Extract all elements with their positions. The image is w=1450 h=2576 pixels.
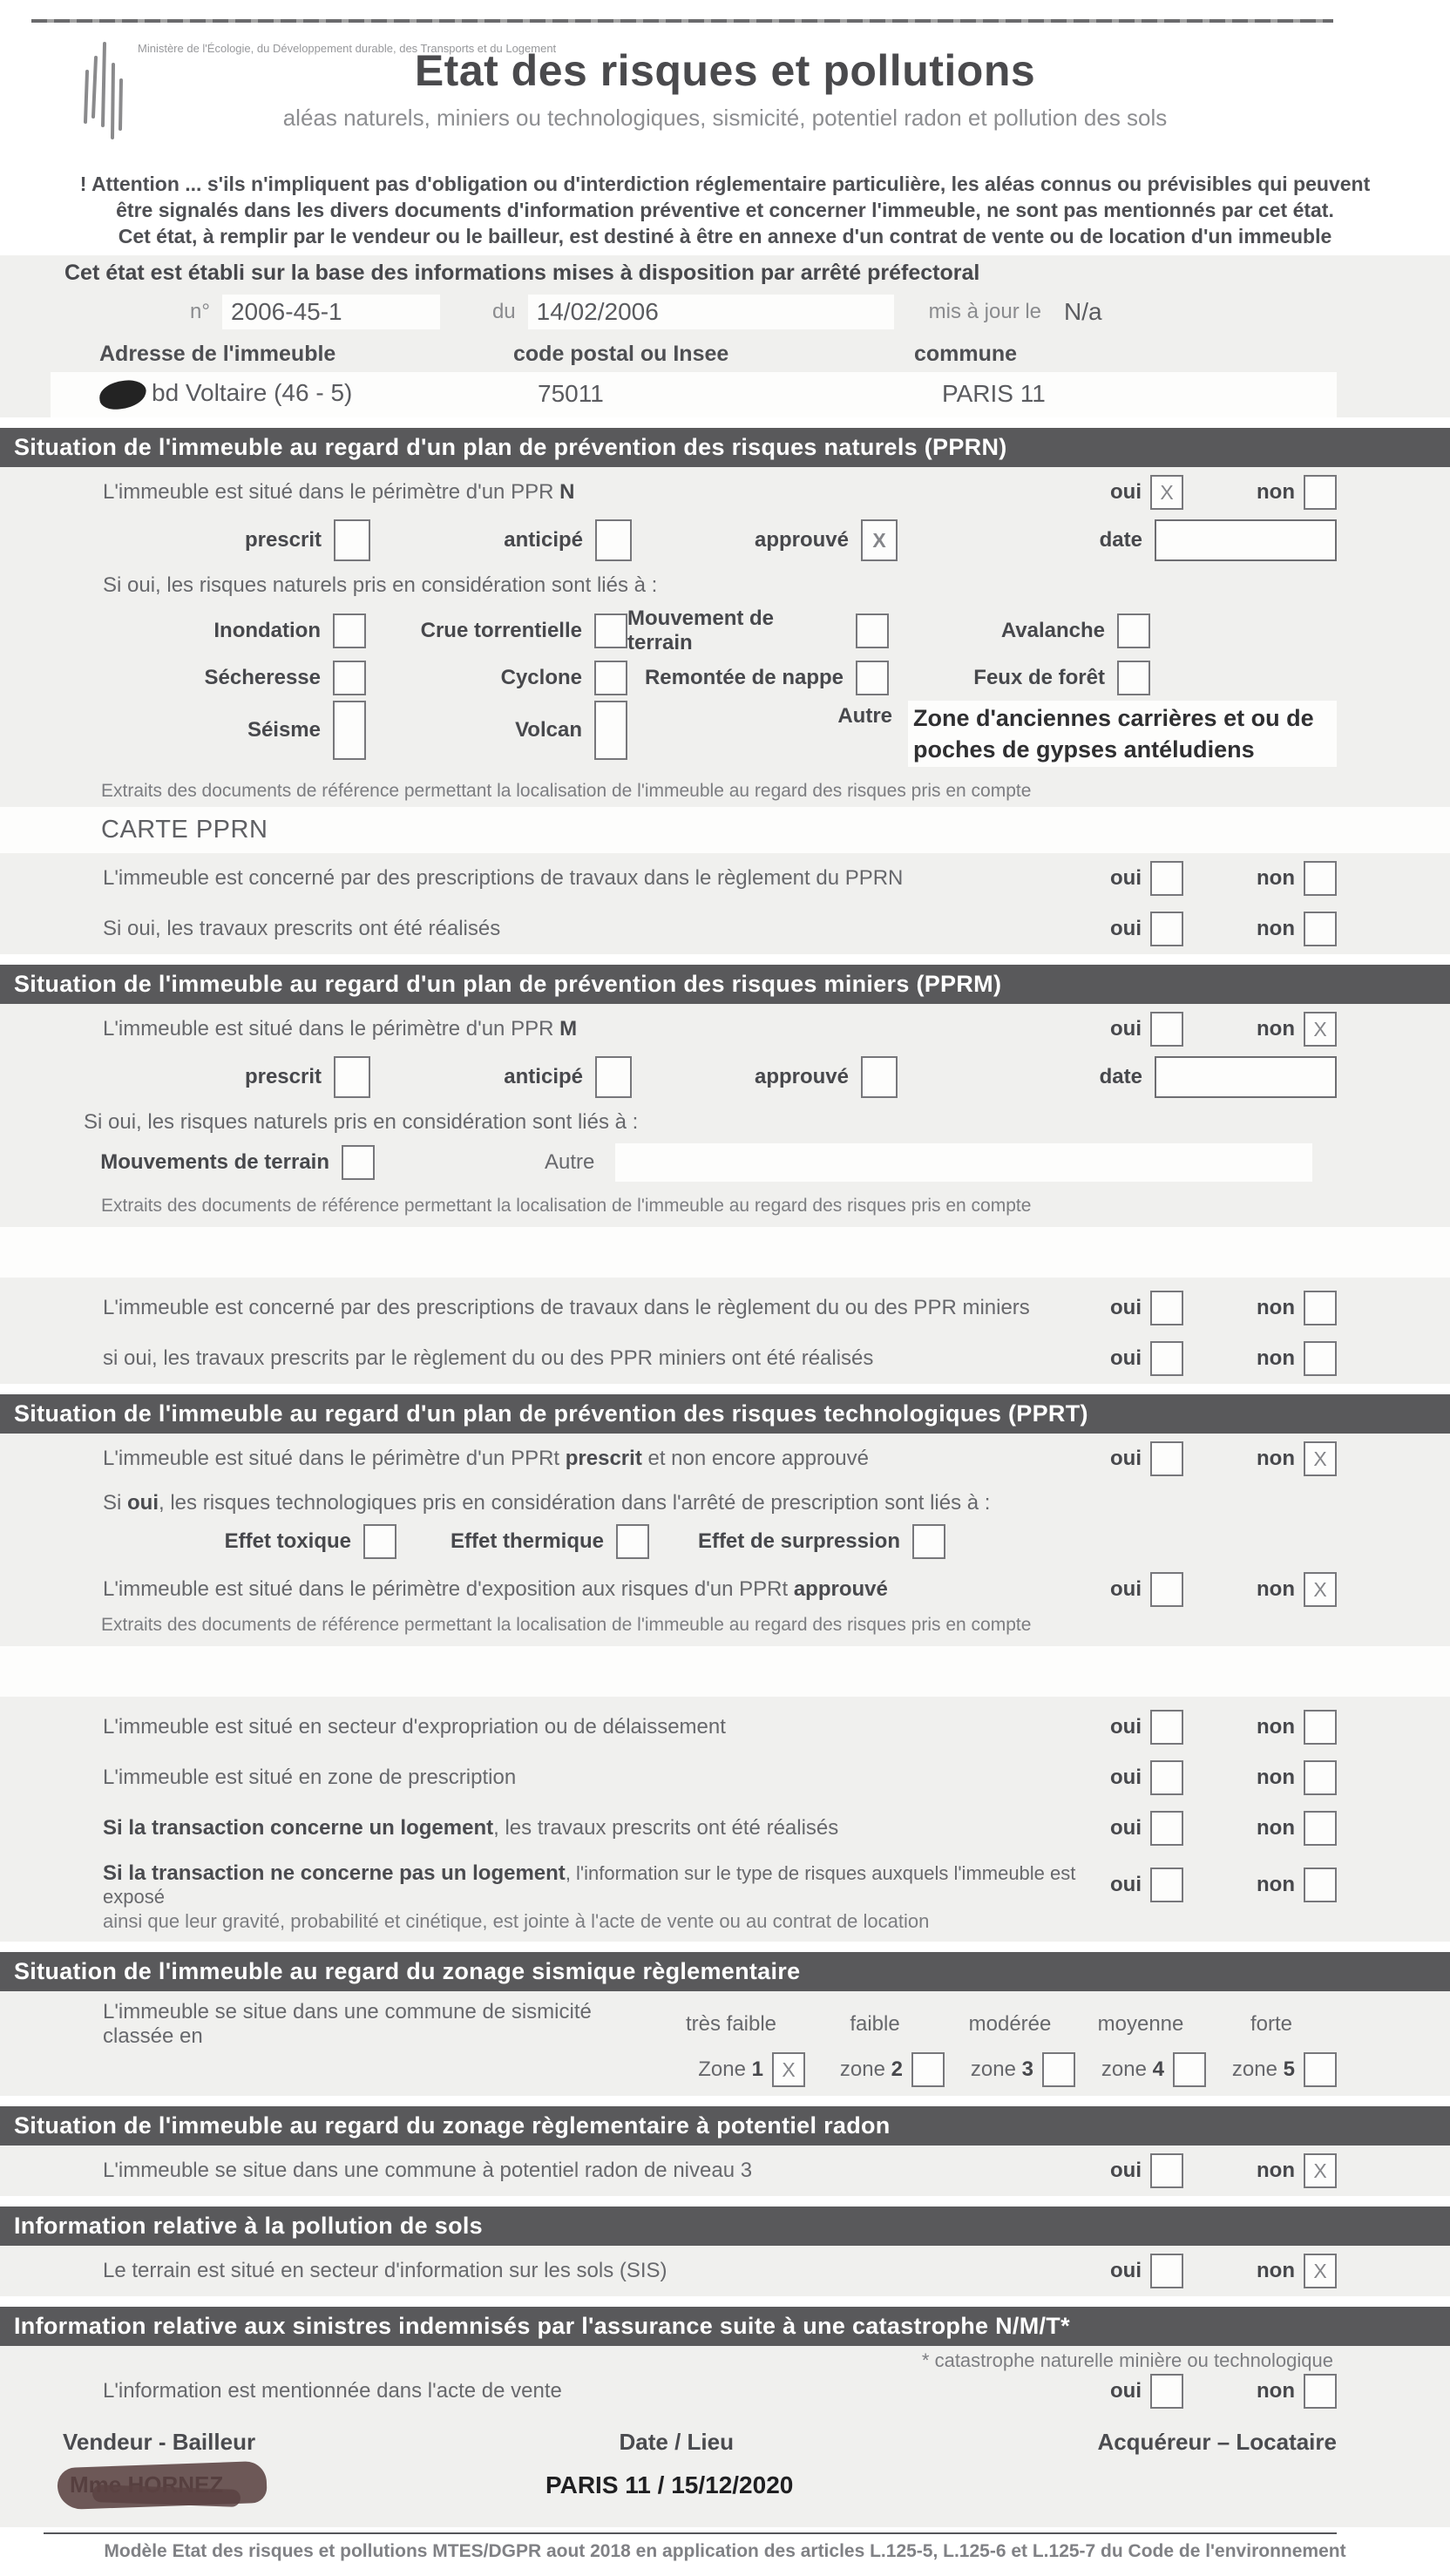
ministry-logo (80, 42, 556, 146)
page-title: Etat des risques et pollutions (414, 46, 1036, 95)
pprt-zone-oui-checkbox[interactable] (1150, 1760, 1183, 1795)
effet-thermique-checkbox[interactable] (616, 1524, 649, 1559)
sis-label: Le terrain est situé en secteur d'information sur les sols (SIS) (103, 2258, 667, 2282)
non-label: non (1257, 1872, 1295, 1896)
risk-cell (366, 661, 627, 695)
sismicite-levels-row (51, 1991, 1337, 2049)
risk-label: Remontée de nappe (644, 665, 844, 689)
pprn-status-row (51, 519, 1337, 561)
pprt-logement-label: Si la transaction concerne un logement, les travaux prescrits ont été réalisés (103, 1815, 839, 1840)
acte-vente-oui-checkbox[interactable] (1150, 2374, 1183, 2409)
pprt-logement-non-checkbox[interactable] (1304, 1811, 1337, 1846)
pprm-perimetre-label: L'immeuble est situé dans le périmètre d'un PPR M (103, 1016, 578, 1041)
mouvements-terrain-label: Mouvements de terrain (100, 1149, 329, 1174)
volcan-checkbox[interactable] (594, 701, 627, 760)
zone-5-cell: zone 5 (1206, 2052, 1337, 2087)
non-label: non (1257, 1576, 1295, 1601)
ref-date-field[interactable]: 14/02/2006 (528, 295, 894, 329)
non-label: non (1257, 1815, 1295, 1840)
pprt-zone-question (51, 1752, 1337, 1803)
pprt-pas-logement-question (51, 1854, 1337, 1910)
pprt-zone-non-checkbox[interactable] (1304, 1760, 1337, 1795)
feux-foret-checkbox[interactable] (1117, 661, 1150, 695)
level-moyenne: moyenne (1097, 2011, 1184, 2036)
pprn-carte-text: CARTE PPRN (101, 815, 268, 844)
ref-du-label: du (491, 300, 516, 323)
pprn-document-area (0, 807, 1450, 853)
pprm-perimetre-oui-checkbox[interactable] (1150, 1012, 1183, 1047)
radon-label: L'immeuble se situe dans une commune à potentiel radon de niveau 3 (103, 2158, 753, 2182)
section-gap (0, 1384, 1450, 1394)
non-label: non (1257, 865, 1295, 890)
pprn-realises-non-checkbox[interactable] (1304, 912, 1337, 946)
pprn-travaux-oui-checkbox[interactable] (1150, 861, 1183, 896)
prefectoral-ref-row (190, 295, 1337, 329)
risk-label: Mouvement de terrain (627, 606, 775, 654)
risk-cell (627, 661, 889, 695)
pprn-travaux-question (51, 853, 1337, 904)
form-header (0, 0, 1450, 159)
risk-label: Crue torrentielle (420, 618, 582, 642)
pprm-perimetre-non-checkbox[interactable]: X (1304, 1012, 1337, 1047)
address-value: bd Voltaire (46 - 5) (99, 379, 513, 409)
acte-vente-label: L'information est mentionnée dans l'acte de vente (103, 2378, 562, 2403)
risk-cell (366, 613, 627, 648)
oui-label: oui (1110, 916, 1142, 940)
oui-label: oui (1110, 2378, 1142, 2403)
pprt-prescrit-non-checkbox[interactable]: X (1304, 1441, 1337, 1476)
acte-vente-question (51, 2372, 1337, 2417)
non-label: non (1257, 2378, 1295, 2403)
pprn-autre-cell (627, 701, 1337, 767)
catastrophe-footnote: * catastrophe naturelle minière ou technologique (921, 2349, 1333, 2371)
pprt-prescrit-label: L'immeuble est situé dans le périmètre d'un PPRt prescrit et non encore approuvé (103, 1446, 870, 1470)
section-header-pprt: Situation de l'immeuble au regard d'un plan de prévention des risques technologiques (PPRT) (0, 1394, 1450, 1434)
address-values-row (51, 372, 1337, 417)
autre-label: Autre (545, 1149, 595, 1174)
effet-toxique-checkbox[interactable] (363, 1524, 396, 1559)
pprn-approuve-cell (632, 519, 898, 561)
pprm-date-cell (898, 1056, 1337, 1098)
pprt-pas-logement-continuation: ainsi que leur gravité, probabilité et cinétique, est jointe à l'acte de vente ou au contrat de location (103, 1909, 930, 1932)
sismicite-label: L'immeuble se situe dans une commune de sismicité classée en (103, 1999, 592, 2048)
pprt-approuve-oui-checkbox[interactable] (1150, 1572, 1183, 1607)
section-gap (0, 1942, 1450, 1952)
pprm-realises-non-checkbox[interactable] (1304, 1341, 1337, 1376)
risk-cell (366, 701, 627, 760)
zone-5-checkbox[interactable] (1304, 2052, 1337, 2087)
level-faible: faible (850, 2011, 900, 2036)
pprn-autre-value[interactable]: Zone d'anciennes carrières et ou de poches de gypses antéludiens (908, 701, 1337, 767)
vendeur-signature (58, 2464, 267, 2506)
risk-label: Inondation (213, 618, 321, 642)
pprm-travaux-oui-non (1110, 1291, 1337, 1325)
pprt-pas-logement-oui-non (1110, 1868, 1337, 1902)
risk-label: Séisme (247, 717, 321, 742)
section-header-radon: Situation de l'immeuble au regard du zonage règlementaire à potentiel radon (0, 2106, 1450, 2146)
zone-3-checkbox[interactable] (1042, 2052, 1075, 2087)
pprt-expropriation-label: L'immeuble est situé en secteur d'expropriation ou de délaissement (103, 1714, 726, 1739)
pprm-approuve-cell (632, 1056, 898, 1098)
oui-label: oui (1110, 1576, 1142, 1601)
pprn-travaux-oui-non (1110, 861, 1337, 896)
sismicite-zones-row (51, 2049, 1337, 2096)
pprt-prescrit-oui-non (1110, 1441, 1337, 1476)
risk-label: Cyclone (500, 665, 582, 689)
pprn-extraits-text: Extraits des documents de référence permettant la localisation de l'immeuble au regard des risques pris en compte (101, 780, 1032, 801)
radon-question (51, 2146, 1337, 2196)
address-labels-row (51, 342, 1337, 367)
oui-label: oui (1110, 865, 1142, 890)
date-lieu-label: Date / Lieu (619, 2428, 734, 2455)
remontee-nappe-checkbox[interactable] (856, 661, 889, 695)
pprm-mouvements-checkbox[interactable] (342, 1145, 375, 1180)
ref-maj-value: N/a (1064, 298, 1102, 325)
pprn-prescrit-checkbox[interactable] (334, 519, 370, 561)
section-header-pprm: Situation de l'immeuble au regard d'un plan de prévention des risques miniers (PPRM) (0, 965, 1450, 1004)
pprt-logement-question (51, 1803, 1337, 1854)
pprm-realises-oui-non (1110, 1341, 1337, 1376)
acte-vente-non-checkbox[interactable] (1304, 2374, 1337, 2409)
signature-row (51, 2456, 1337, 2518)
ref-num-label: n° (190, 300, 210, 323)
pprt-expropriation-oui-non (1110, 1710, 1337, 1745)
mouvement-terrain-checkbox[interactable] (856, 613, 889, 648)
pprt-pas-logement-oui-checkbox[interactable] (1150, 1868, 1183, 1902)
oui-label: oui (1110, 1872, 1142, 1896)
risk-cell (51, 613, 366, 648)
zone-1-checkbox[interactable]: X (772, 2052, 805, 2087)
zone-4-checkbox[interactable] (1173, 2052, 1206, 2087)
risk-label: Sécheresse (204, 665, 321, 689)
pprn-date-field[interactable] (1155, 519, 1337, 561)
pprt-expropriation-non-checkbox[interactable] (1304, 1710, 1337, 1745)
address-number-redaction (98, 378, 147, 410)
risk-cell (889, 613, 1150, 648)
zone-1-cell: Zone 1 X (666, 2052, 805, 2087)
pprm-travaux-oui-checkbox[interactable] (1150, 1291, 1183, 1325)
level-forte: forte (1250, 2011, 1293, 2036)
section-gap (0, 2196, 1450, 2207)
pprn-prescrit-cell (51, 519, 370, 561)
form-body (0, 255, 1450, 2527)
approuve-label: approuvé (754, 1064, 849, 1088)
pprn-travaux-label: L'immeuble est concerné par des prescriptions de travaux dans le règlement du PPRN (103, 865, 904, 890)
pprm-extraits-text: Extraits des documents de référence permettant la localisation de l'immeuble au regard des risques pris en compte (101, 1195, 1032, 1216)
postal-code-label: code postal ou Insee (513, 342, 729, 366)
non-label: non (1257, 1765, 1295, 1789)
inondation-checkbox[interactable] (333, 613, 366, 648)
zone-3-cell: zone 3 (945, 2052, 1075, 2087)
pprt-approuve-non-checkbox[interactable]: X (1304, 1572, 1337, 1607)
effet-cell (396, 1524, 649, 1559)
pprn-anticipe-cell (370, 519, 632, 561)
risk-label: Volcan (515, 717, 582, 742)
pprn-risk-row-1 (51, 607, 1337, 655)
pprm-autre-field[interactable] (615, 1143, 1312, 1182)
pprn-travaux-non-checkbox[interactable] (1304, 861, 1337, 896)
section-gap (0, 2296, 1450, 2307)
pprn-risk-row-3 (51, 701, 1337, 767)
section-gap (0, 2096, 1450, 2106)
commune-label: commune (914, 342, 1018, 366)
radon-oui-checkbox[interactable] (1150, 2153, 1183, 2188)
pprt-expropriation-question (51, 1702, 1337, 1752)
risk-cell (51, 661, 366, 695)
pprm-approuve-checkbox[interactable] (861, 1056, 898, 1098)
oui-label: oui (1110, 1765, 1142, 1789)
pprt-logement-oui-non (1110, 1811, 1337, 1846)
acte-vente-oui-non (1110, 2374, 1337, 2409)
pprm-realises-oui-checkbox[interactable] (1150, 1341, 1183, 1376)
oui-label: oui (1110, 1016, 1142, 1041)
pprt-effets-row (51, 1524, 1337, 1559)
ministry-grass-icon (80, 42, 129, 146)
pprm-si-oui-text: Si oui, les risques naturels pris en considération sont liés à : (84, 1109, 639, 1134)
oui-label: oui (1110, 1446, 1142, 1470)
pprt-zone-oui-non (1110, 1760, 1337, 1795)
anticipe-label: anticipé (504, 527, 583, 552)
oui-label: oui (1110, 479, 1142, 504)
section-gap (0, 417, 1450, 428)
crue-torrentielle-checkbox[interactable] (594, 613, 627, 648)
pprm-perimetre-oui-non (1110, 1012, 1337, 1047)
pprt-pas-logement-label: Si la transaction ne concerne pas un logement, l'information sur le type de risques auxquels l'immeuble est exposé (103, 1861, 1076, 1908)
non-label: non (1257, 1346, 1295, 1370)
pprt-approuve-question (51, 1564, 1337, 1615)
oui-label: oui (1110, 1295, 1142, 1319)
modele-reference-text: Modèle Etat des risques et pollutions MTES/DGPR aout 2018 en application des articles L.125-5, L.125-6 et L.125-7 du Code de l'environnement (0, 2534, 1450, 2576)
pprn-perimetre-oui-non (1110, 475, 1337, 510)
section-gap (0, 954, 1450, 965)
non-label: non (1257, 1016, 1295, 1041)
sismicite-levels (657, 2012, 1337, 2037)
anticipe-label: anticipé (504, 1064, 583, 1088)
section-header-sinistres: Information relative aux sinistres indemnisés par l'assurance suite à une catastrophe N/M/T* (0, 2307, 1450, 2346)
date-lieu-value: PARIS 11 / 15/12/2020 (545, 2471, 794, 2498)
signature-header-row (51, 2417, 1337, 2456)
pprm-anticipe-checkbox[interactable] (595, 1056, 632, 1098)
attention-text: ! Attention ... s'ils n'impliquent pas d'obligation ou d'interdiction réglementaire particulière, les aléas connus ou prévisibles qui peuvent être signalés dans les divers documents d'information préventive et concerner l'immeuble, ne sont pas mentionnés par cet état. (79, 173, 1371, 221)
avalanche-checkbox[interactable] (1117, 613, 1150, 648)
pprm-perimetre-question (51, 1004, 1337, 1054)
prescrit-label: prescrit (244, 527, 322, 552)
usage-note: Cet état, à remplir par le vendeur ou le bailleur, est destiné à être en annexe d'un contrat de vente ou de location d'un immeuble (118, 225, 1332, 247)
pprn-date-cell (898, 519, 1337, 561)
pprm-prescrit-cell (51, 1056, 370, 1098)
pprn-realises-label: Si oui, les travaux prescrits ont été réalisés (103, 916, 501, 940)
zone-4-cell: zone 4 (1075, 2052, 1206, 2087)
pprt-prescrit-oui-checkbox[interactable] (1150, 1441, 1183, 1476)
pprn-approuve-checkbox[interactable]: X (861, 519, 898, 561)
autre-label: Autre (837, 703, 892, 728)
effet-surpression-checkbox[interactable] (912, 1524, 945, 1559)
oui-label: oui (1110, 2158, 1142, 2182)
pprn-perimetre-question (51, 467, 1337, 518)
risk-cell (51, 701, 366, 760)
pprt-approuve-label: L'immeuble est situé dans le périmètre d'exposition aux risques d'un PPRt approuvé (103, 1576, 888, 1601)
pprm-date-field[interactable] (1155, 1056, 1337, 1098)
sis-non-checkbox[interactable]: X (1304, 2254, 1337, 2288)
non-label: non (1257, 2158, 1295, 2182)
approuve-label: approuvé (754, 527, 849, 552)
non-label: non (1257, 916, 1295, 940)
sis-question (51, 2246, 1337, 2296)
pprn-realises-oui-non (1110, 912, 1337, 946)
effet-toxique-label: Effet toxique (224, 1529, 351, 1553)
pprt-zone-label: L'immeuble est situé en zone de prescription (103, 1765, 517, 1789)
pprn-perimetre-label: L'immeuble est situé dans le périmètre d'un PPR N (103, 479, 575, 504)
radon-non-checkbox[interactable]: X (1304, 2153, 1337, 2188)
section-header-pollution: Information relative à la pollution de sols (0, 2207, 1450, 2246)
page-subtitle: aléas naturels, miniers ou technologiques, sismicité, potentiel radon et pollution des sols (282, 105, 1168, 131)
oui-label: oui (1110, 1714, 1142, 1739)
date-label: date (1099, 527, 1142, 552)
pprm-travaux-label: L'immeuble est concerné par des prescriptions de travaux dans le règlement du ou des PPR miniers (103, 1295, 1030, 1319)
non-label: non (1257, 1295, 1295, 1319)
pprm-risks-row (51, 1143, 1337, 1182)
pprm-realises-label: si oui, les travaux prescrits par le règlement du ou des PPR miniers ont été réalisés (103, 1346, 874, 1370)
seisme-checkbox[interactable] (333, 701, 366, 760)
prescrit-label: prescrit (244, 1064, 322, 1088)
oui-label: oui (1110, 1346, 1142, 1370)
non-label: non (1257, 2258, 1295, 2282)
non-label: non (1257, 479, 1295, 504)
pprm-status-row (51, 1056, 1337, 1098)
commune-value: PARIS 11 (942, 379, 1046, 407)
level-tres-faible: très faible (685, 2011, 777, 2036)
date-label: date (1099, 1064, 1142, 1088)
zone-2-checkbox[interactable] (911, 2052, 945, 2087)
pprm-anticipe-cell (370, 1056, 632, 1098)
risk-cell (889, 661, 1150, 695)
pprm-travaux-non-checkbox[interactable] (1304, 1291, 1337, 1325)
effet-cell (649, 1524, 945, 1559)
zone-2-cell: zone 2 (805, 2052, 945, 2087)
section-header-pprn: Situation de l'immeuble au regard d'un plan de prévention des risques naturels (PPRN) (0, 428, 1450, 467)
basis-text: Cet état est établi sur la base des informations mises à disposition par arrêté préfectoral (64, 261, 980, 285)
pprn-realises-question (51, 904, 1337, 954)
risk-label: Feux de forêt (973, 665, 1105, 689)
pprn-perimetre-non-checkbox[interactable] (1304, 475, 1337, 510)
pprt-logement-oui-checkbox[interactable] (1150, 1811, 1183, 1846)
pprm-travaux-question (51, 1283, 1337, 1333)
oui-label: oui (1110, 2258, 1142, 2282)
pprn-si-oui-text: Si oui, les risques naturels pris en considération sont liés à : (103, 573, 658, 597)
pprt-approuve-oui-non (1110, 1572, 1337, 1607)
vendeur-label: Vendeur - Bailleur (63, 2428, 256, 2455)
effet-surpression-label: Effet de surpression (697, 1529, 900, 1553)
pprt-pas-logement-non-checkbox[interactable] (1304, 1868, 1337, 1902)
pprm-realises-question (51, 1333, 1337, 1384)
level-moderee: modérée (968, 2011, 1052, 2036)
pprt-prescrit-question (51, 1434, 1337, 1484)
acquereur-label: Acquéreur – Locataire (1097, 2428, 1337, 2455)
risk-cell (627, 607, 889, 655)
pprt-extraits-text: Extraits des documents de référence permettant la localisation de l'immeuble au regard des risques pris en compte (101, 1614, 1032, 1635)
address-label: Adresse de l'immeuble (99, 342, 336, 366)
risk-cell (51, 1145, 375, 1180)
radon-oui-non (1110, 2153, 1337, 2188)
pprt-si-oui-text: Si oui, les risques technologiques pris en considération dans l'arrêté de prescription sont liés à : (103, 1490, 991, 1515)
postal-code-value: 75011 (538, 379, 604, 407)
pprn-anticipe-checkbox[interactable] (595, 519, 632, 561)
non-label: non (1257, 1714, 1295, 1739)
ref-num-field[interactable]: 2006-45-1 (222, 295, 440, 329)
pprt-document-area (0, 1646, 1450, 1697)
sis-oui-non (1110, 2254, 1337, 2288)
cyclone-checkbox[interactable] (594, 661, 627, 695)
sis-oui-checkbox[interactable] (1150, 2254, 1183, 2288)
non-label: non (1257, 1446, 1295, 1470)
pprn-perimetre-oui-checkbox[interactable]: X (1150, 475, 1183, 510)
effet-thermique-label: Effet thermique (450, 1529, 604, 1553)
pprn-risk-row-2 (51, 661, 1337, 695)
pprt-expropriation-oui-checkbox[interactable] (1150, 1710, 1183, 1745)
ministry-name: Ministère de l'Écologie, du Développement durable, des Transports et du Logement (138, 42, 557, 55)
pprm-prescrit-checkbox[interactable] (334, 1056, 370, 1098)
ref-maj-label: mis à jour le (928, 300, 1042, 323)
pprm-document-area (0, 1227, 1450, 1278)
secheresse-checkbox[interactable] (333, 661, 366, 695)
oui-label: oui (1110, 1815, 1142, 1840)
effet-cell (51, 1524, 396, 1559)
risk-label: Avalanche (1000, 618, 1105, 642)
section-header-sismique: Situation de l'immeuble au regard du zonage sismique règlementaire (0, 1952, 1450, 1991)
pprn-realises-oui-checkbox[interactable] (1150, 912, 1183, 946)
